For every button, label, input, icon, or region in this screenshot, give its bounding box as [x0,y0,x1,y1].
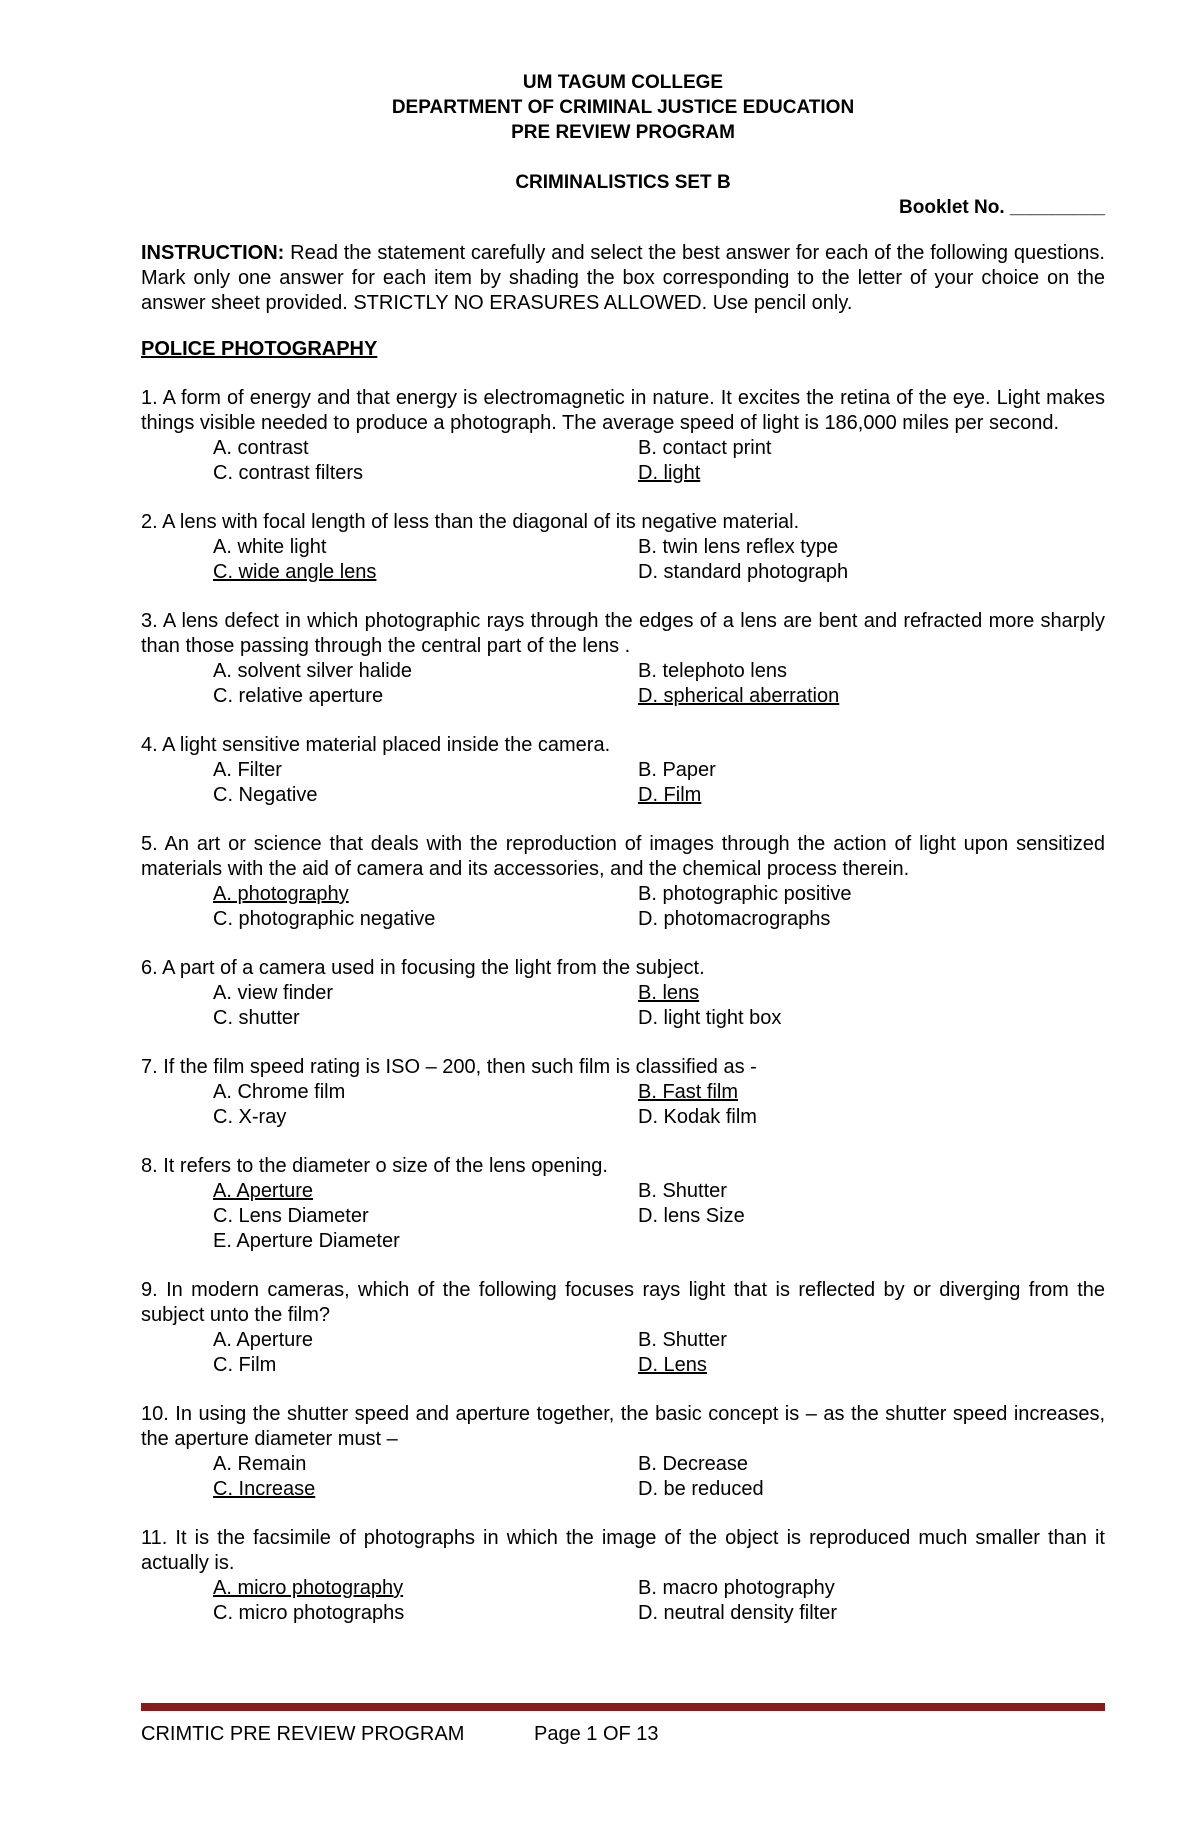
question-text: 7. If the film speed rating is ISO – 200, then such film is classified as - [141,1056,757,1078]
answer-option-correct: D. Lens [638,1354,707,1376]
answer-option: B. Decrease [638,1453,749,1475]
answer-option: A. contrast [213,437,309,459]
answer-options [141,535,1105,585]
question-text: 11. It is the facsimile of photographs in which the image of the object is reproduced much smaller than it actually is. [141,1527,1105,1574]
question-text: 1. A form of energy and that energy is electromagnetic in nature. It excites the retina of the eye. Light makes things visible needed to produce a photograph. The average speed of light is 186,000 miles per second. [141,387,1105,434]
set-title: CRIMINALISTICS SET B [515,172,731,193]
answer-option: C. contrast filters [213,462,364,484]
answer-option: A. Remain [213,1453,307,1475]
answer-option: C. Lens Diameter [213,1205,369,1227]
answer-options [141,758,1105,808]
instruction-paragraph [141,241,1105,316]
footer-rule [141,1703,1105,1711]
page-footer [141,1722,659,1747]
question-text: 2. A lens with focal length of less than the diagonal of its negative material. [141,511,800,533]
instruction-text: Read the statement carefully and select the best answer for each of the following questions. Mark only one answer for each item by shading the box corresponding to the letter of your choice on the answer sheet provided. STRICTLY NO ERASURES ALLOWED. Use pencil only. [141,242,1105,314]
question-list [141,386,1105,1626]
answer-option-correct: B. Fast film [638,1081,739,1103]
answer-option: C. photographic negative [213,908,436,930]
answer-option: B. twin lens reflex type [638,536,839,558]
answer-option: C. X-ray [213,1106,287,1128]
answer-options [141,882,1105,932]
answer-option: D. lens Size [638,1205,745,1227]
answer-option: A. Aperture [213,1329,314,1351]
question-text: 4. A light sensitive material placed inside the camera. [141,734,611,756]
answer-option: C. relative aperture [213,685,384,707]
answer-options [141,1179,1105,1254]
answer-options [141,1080,1105,1130]
instruction-label: INSTRUCTION: [141,242,285,264]
answer-option: D. be reduced [638,1478,764,1500]
question-item [141,1154,1105,1254]
answer-option-correct: C. wide angle lens [213,561,377,583]
question-text: 6. A part of a camera used in focusing the light from the subject. [141,957,705,979]
school-name: UM TAGUM COLLEGE [522,72,724,93]
department-name: DEPARTMENT OF CRIMINAL JUSTICE EDUCATION [391,97,855,118]
answer-option: B. photographic positive [638,883,852,905]
answer-options [141,1576,1105,1626]
answer-option-correct: A. Aperture [213,1180,314,1202]
answer-option-correct: A. micro photography [213,1577,404,1599]
footer-program: CRIMTIC PRE REVIEW PROGRAM [141,1723,465,1745]
question-text: 10. In using the shutter speed and aperture together, the basic concept is – as the shutter speed increases, the aperture diameter must – [141,1403,1105,1450]
answer-options [141,1328,1105,1378]
answer-option: B. Shutter [638,1180,727,1202]
program-name: PRE REVIEW PROGRAM [511,122,735,143]
answer-option: D. neutral density filter [638,1602,837,1624]
answer-option: A. solvent silver halide [213,660,412,682]
question-item [141,1402,1105,1502]
answer-option-correct: B. lens [638,982,700,1004]
answer-option: B. contact print [638,437,772,459]
answer-option-correct: D. spherical aberration [638,685,840,707]
answer-option: B. Shutter [638,1329,727,1351]
answer-option: B. macro photography [638,1577,835,1599]
booklet-number: Booklet No. _________ [899,197,1105,218]
answer-option: D. Kodak film [638,1106,757,1128]
question-item [141,609,1105,709]
answer-option: A. Chrome film [213,1081,346,1103]
answer-option: C. shutter [213,1007,300,1029]
answer-option: E. Aperture Diameter [213,1230,400,1252]
question-item [141,1526,1105,1626]
answer-option-correct: D. Film [638,784,702,806]
answer-options [141,1452,1105,1502]
answer-option: A. view finder [213,982,334,1004]
question-item [141,1055,1105,1130]
answer-option: A. white light [213,536,327,558]
answer-option-correct: A. photography [213,883,349,905]
answer-option: C. micro photographs [213,1602,405,1624]
footer-page-number: Page 1 OF 13 [534,1723,659,1745]
answer-options [141,659,1105,709]
answer-option: A. Filter [213,759,282,781]
answer-option: C. Negative [213,784,318,806]
question-item [141,386,1105,486]
answer-option: B. Paper [638,759,716,781]
answer-option: D. light tight box [638,1007,782,1029]
answer-option: C. Film [213,1354,277,1376]
answer-option-correct: C. Increase [213,1478,316,1500]
question-text: 9. In modern cameras, which of the following focuses rays light that is reflected by or diverging from the subject unto the film? [141,1279,1105,1326]
question-text: 8. It refers to the diameter o size of the lens opening. [141,1155,608,1177]
document-page [141,70,1105,1626]
answer-option: D. photomacrographs [638,908,831,930]
answer-options [141,981,1105,1031]
question-item [141,1278,1105,1378]
question-item [141,832,1105,932]
question-item [141,956,1105,1031]
answer-options [141,436,1105,486]
question-text: 5. An art or science that deals with the reproduction of images through the action of light upon sensitized materials with the aid of camera and its accessories, and the chemical process therein. [141,833,1105,880]
question-item [141,733,1105,808]
answer-option: B. telephoto lens [638,660,787,682]
question-item [141,510,1105,585]
answer-option: D. standard photograph [638,561,849,583]
answer-option-correct: D. light [638,462,701,484]
section-title: POLICE PHOTOGRAPHY [141,338,378,360]
question-text: 3. A lens defect in which photographic rays through the edges of a lens are bent and refracted more sharply than those passing through the central part of the lens . [141,610,1105,657]
